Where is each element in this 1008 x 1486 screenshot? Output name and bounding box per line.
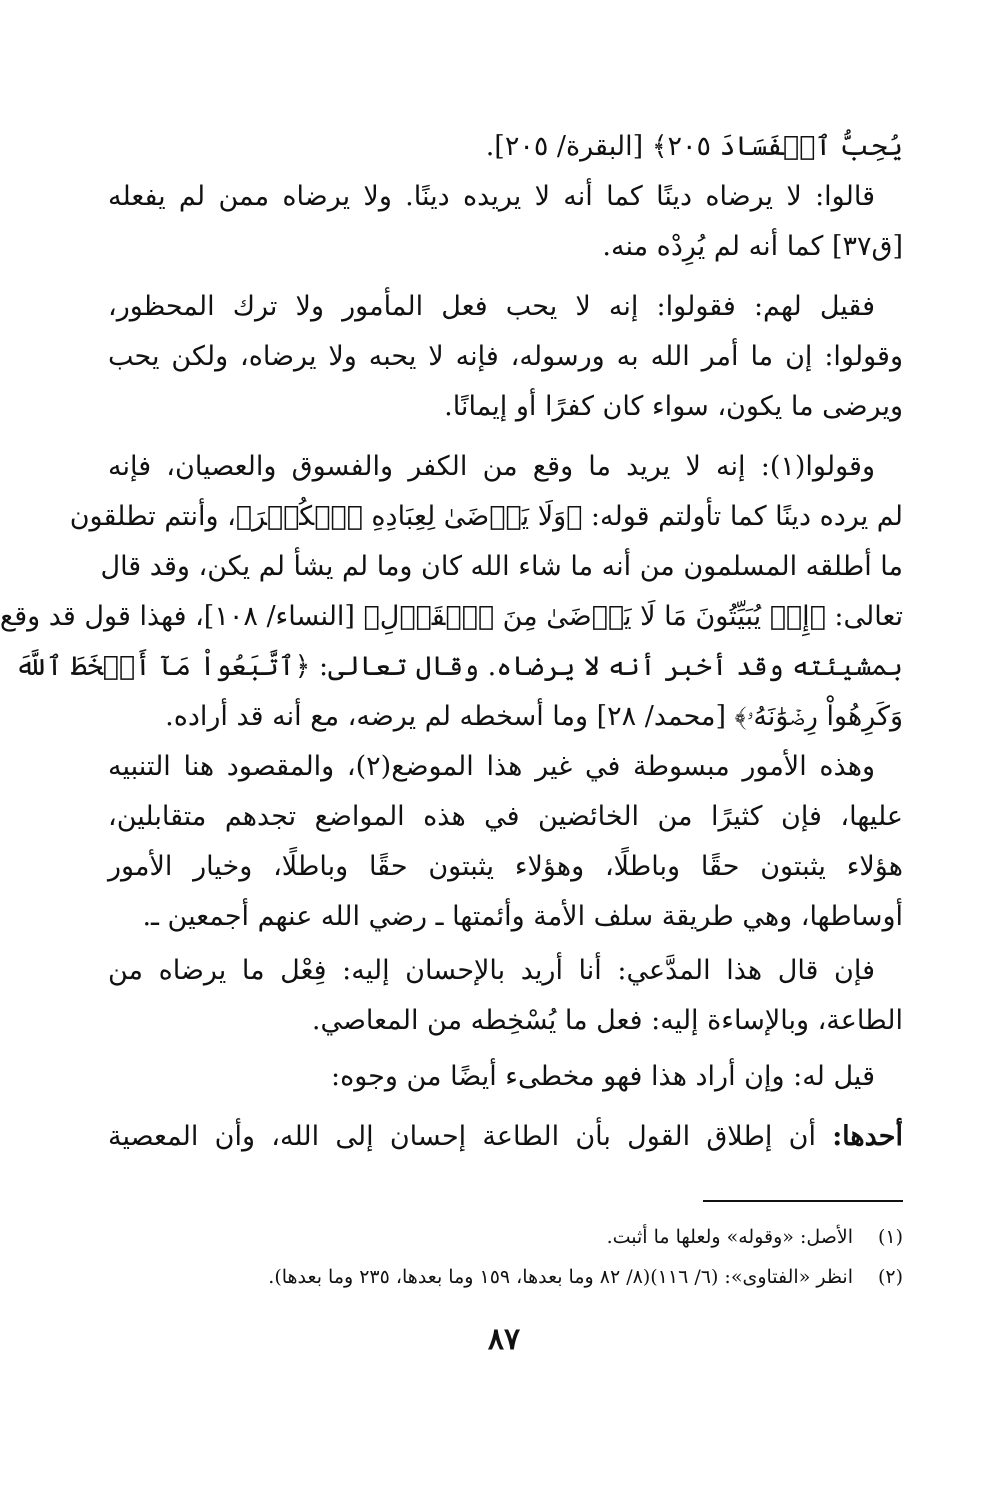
text-line-11: بمشيئته وقد أخبر أنه لا يرضاه. وقال تعالى: ﴿ٱتَّبَعُواْ مَآ أَسۡخَطَ ٱللَّهَ <box>14 651 903 682</box>
text-line-4: فقيل لهم: فقولوا: إنه لا يحب فعل المأمور ولا ترك المحظور، <box>108 291 875 322</box>
text-line-13: وهذه الأمور مبسوطة في غير هذا الموضع(٢)، والمقصود هنا التنبيه <box>108 751 875 782</box>
footnote-2-number: (٢) <box>877 1266 903 1288</box>
text-line-2: قالوا: لا يرضاه دينًا كما أنه لا يريده دينًا. ولا يرضاه ممن لم يفعله <box>108 181 875 212</box>
footnote-2 <box>108 1262 903 1292</box>
text-line-3: [ق٣٧] كما أنه لم يُرِدْه منه. <box>602 231 903 262</box>
footnote-1-number: (١) <box>877 1226 903 1248</box>
text-line-16: أوساطها، وهي طريقة سلف الأمة وأئمتها ـ رضي الله عنهم أجمعين ـ. <box>142 901 903 932</box>
text-line-15: هؤلاء يثبتون حقًا وباطلًا، وهؤلاء يثبتون حقًا وباطلًا، وخيار الأمور <box>108 851 903 882</box>
text-line-10: تعالى: ﴿إِذۡ يُبَيِّتُونَ مَا لَا يَرۡضَىٰ مِنَ ٱلۡقَوۡلِ﴾ [النساء/ ١٠٨]، فهذا قول قد وقع <box>0 601 903 632</box>
text-line-19: قيل له: وإن أراد هذا فهو مخطىء أيضًا من وجوه: <box>330 1061 875 1092</box>
text-line-6: ويرضى ما يكون، سواء كان كفرًا أو إيمانًا. <box>444 391 903 422</box>
text-line-17: فإن قال هذا المدَّعي: أنا أريد بالإحسان إليه: فِعْل ما يرضاه من <box>108 955 875 986</box>
text-line-9: ما أطلقه المسلمون من أنه ما شاء الله كان وما لم يشأ لم يكن، وقد قال <box>100 551 903 582</box>
footnote-1 <box>108 1222 903 1252</box>
text-line-18: الطاعة، وبالإساءة إليه: فعل ما يُسْخِطه من المعاصي. <box>311 1005 903 1036</box>
point-heading: أحدها: <box>832 1121 903 1152</box>
text-line-14: عليها، فإن كثيرًا من الخائضين في هذه المواضع تجدهم متقابلين، <box>108 801 903 832</box>
text-line-8: لم يرده دينًا كما تأولتم قوله: ﴿وَلَا يَرۡضَىٰ لِعِبَادِهِ ٱلۡكُفۡرَ﴾، وأنتم تطلقون <box>69 501 903 532</box>
text-line-20-body: أن إطلاق القول بأن الطاعة إحسان إلى الله، وأن المعصية <box>108 1121 816 1152</box>
text-line-12: وَكَرِهُواْ رِضۡوَٰنَهُۥ﴾ [محمد/ ٢٨] وما أسخطه لم يرضه، مع أنه قد أراده. <box>165 701 903 732</box>
text-line-20 <box>108 1112 903 1162</box>
text-line-1: يُحِبُّ ٱلۡفَسَادَ ٢٠٥﴾ [البقرة/ ٢٠٥]. <box>485 131 903 162</box>
footnote-divider <box>703 1200 903 1202</box>
page-number: ٨٧ <box>487 1322 521 1357</box>
footnote-1-text: الأصل: «وقوله» ولعلها ما أثبت. <box>606 1226 853 1248</box>
footnote-2-text: انظر «الفتاوى»: (٦/ ١١٦)(٨/ ٨٢ وما بعدها، ١٥٩ وما بعدها، ٢٣٥ وما بعدها). <box>268 1266 853 1288</box>
text-line-5: وقولوا: إن ما أمر الله به ورسوله، فإنه لا يحبه ولا يرضاه، ولكن يحب <box>108 341 903 372</box>
text-line-7: وقولوا(١): إنه لا يريد ما وقع من الكفر والفسوق والعصيان، فإنه <box>108 451 875 482</box>
